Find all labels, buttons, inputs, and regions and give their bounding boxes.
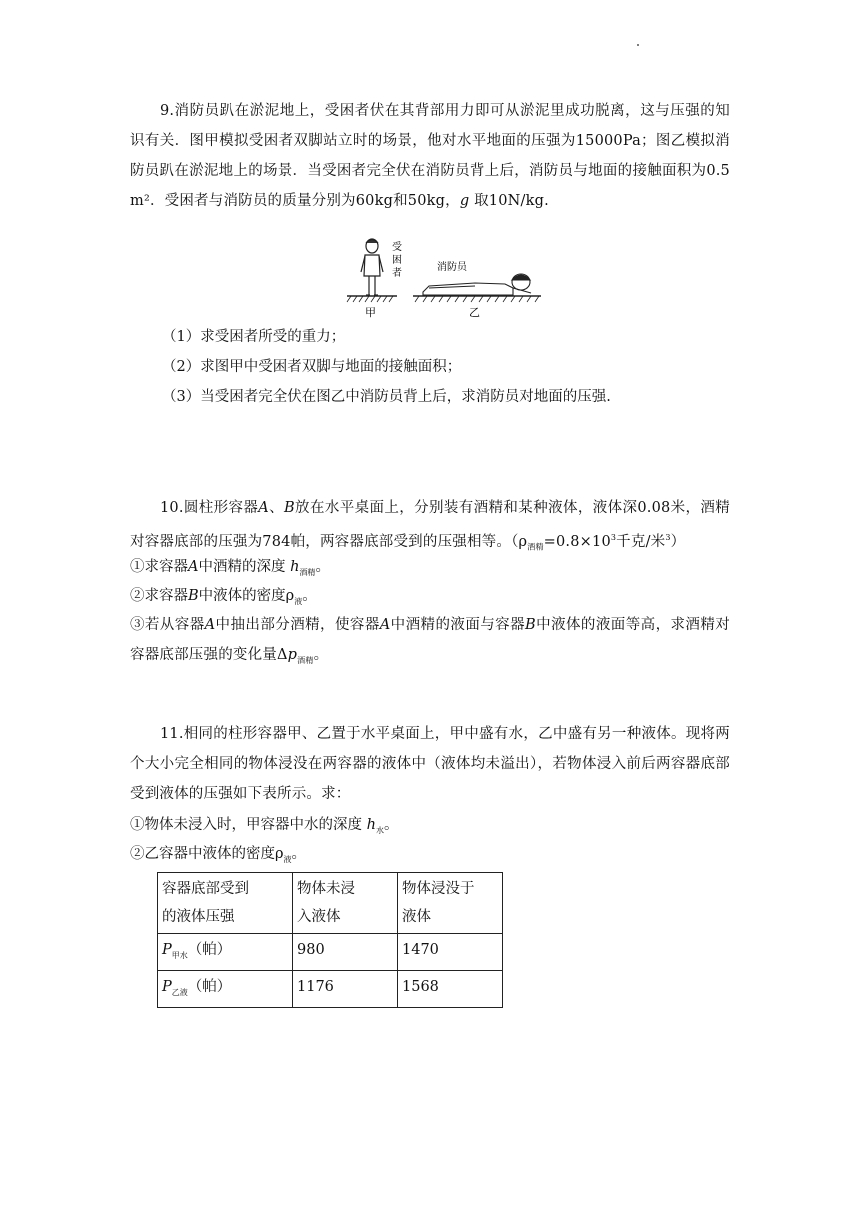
page-dot: [637, 44, 639, 46]
label-victim-3: 者: [392, 268, 402, 279]
table-header-cell: 容器底部受到 的液体压强: [158, 873, 293, 934]
q9-paragraph: 9.消防员趴在淤泥地上，受困者伏在其背部用力即可从淤泥里成功脱离，这与压强的知识有关．图甲模拟受困者双脚站立时的场景，他对水平地面的压强为15000Pa；图乙模拟消防员趴在淤泥地上的场景．当受困者完全伏在消防员背上后，消防员与地面的接触面积为0.5 m²．受困者与消防员的质量分别为60kg和50kg，g 取10N/kg.: [130, 103, 730, 209]
q9-sub2: （2）求图甲中受困者双脚与地面的接触面积；: [162, 359, 462, 375]
q10-sub3: ③若从容器A中抽出部分酒精，使容器A中酒精的液面与容器B中液体的液面等高，求酒精对容器底部压强的变化量$\Delta p_{酒精}$。: [130, 617, 730, 665]
firefighter-lying: [423, 274, 531, 295]
table-cell: $P_{甲水}$（帕）: [158, 934, 293, 971]
victim-standing: [361, 239, 383, 295]
table-row: [158, 873, 503, 934]
table-header-cell: 物体未浸 入液体: [293, 873, 398, 934]
label-victim-1: 受: [392, 242, 402, 253]
q9-sub3: （3）当受困者完全伏在图乙中消防员背上后，求消防员对地面的压强.: [162, 389, 611, 405]
q9-figure: [345, 236, 545, 320]
q9-sub1: （1）求受困者所受的重力；: [162, 329, 346, 345]
q10-sub2: ②求容器B中液体的密度$\rho_液$。: [130, 588, 317, 606]
table-row: [158, 970, 503, 1007]
label-firefighter: 消防员: [437, 262, 467, 273]
label-victim-2: 困: [392, 255, 402, 266]
table-cell: 980: [293, 934, 398, 971]
table-row: [158, 934, 503, 971]
caption-b: 乙: [469, 307, 480, 319]
table-cell: $P_{乙液}$（帕）: [158, 970, 293, 1007]
q10-sub1: ①求容器A中酒精的深度 $h_{酒精}$。: [130, 559, 330, 577]
q11-pressure-table: [157, 872, 503, 1008]
caption-a: 甲: [365, 307, 376, 319]
q11-sub2: ②乙容器中液体的密度$\rho_液$。: [130, 846, 307, 864]
q11-sub1: ①物体未浸入时，甲容器中水的深度 $h_水$。: [130, 817, 399, 835]
table-cell: 1176: [293, 970, 398, 1007]
table-header-cell: 物体浸没于 液体: [398, 873, 503, 934]
table-cell: 1568: [398, 970, 503, 1007]
q11-paragraph: 11.相同的柱形容器甲、乙置于水平桌面上，甲中盛有水，乙中盛有另一种液体。现将两个大小完全相同的物体浸没在两容器的液体中（液体均未溢出），若物体浸入前后两容器底部受到液体的压强如下表所示。求：: [130, 726, 730, 802]
q10-paragraph: 10.圆柱形容器A、B放在水平桌面上，分别装有酒精和某种液体，液体深0.08米，酒精对容器底部的压强为784帕，两容器底部受到的压强相等。（$\rho_{酒精}=0.8\times 10^3$千克/米$^3$）: [130, 500, 730, 552]
table-cell: 1470: [398, 934, 503, 971]
